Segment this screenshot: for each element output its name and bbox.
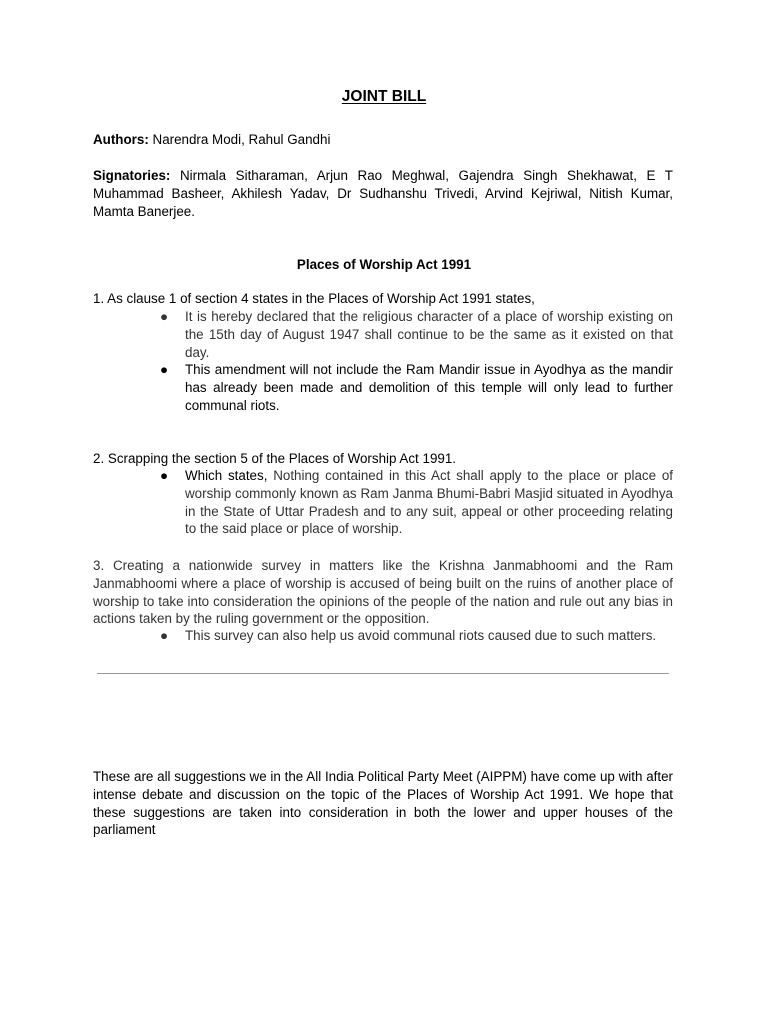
list-item-text: This survey can also help us avoid communal riots caused due to such matters. bbox=[185, 628, 657, 643]
list-item bbox=[160, 308, 673, 361]
section-title: Places of Worship Act 1991 bbox=[296, 257, 472, 272]
point-1-bullet-list bbox=[160, 308, 673, 415]
authors-label: Authors: bbox=[93, 132, 149, 147]
closing-paragraph: These are all suggestions we in the All India Political Party Meet (AIPPM) have come up with after intense debate and discussion on the topic of the Places of Worship Act 1991. We hope that these suggestions are taken into consideration in both the lower and upper houses of the parliament bbox=[93, 769, 673, 838]
point-3-bullet-list bbox=[160, 627, 673, 645]
authors-line bbox=[93, 131, 673, 149]
list-item bbox=[160, 467, 673, 538]
list-item-text: This amendment will not include the Ram Mandir issue in Ayodhya as the mandir has already been made and demolition of this temple will only lead to further communal riots. bbox=[185, 362, 673, 413]
horizontal-divider bbox=[97, 673, 669, 674]
point-2-bullet-list bbox=[160, 467, 673, 538]
list-item-quote: Nothing contained in this Act shall apply to the place or place of worship commonly known as Ram Janma Bhumi-Babri Masjid situated in Ayodhya in the State of Uttar Pradesh and to any suit, appeal or other proceeding relating to the said place or place of worship. bbox=[185, 468, 673, 537]
list-item bbox=[160, 627, 673, 645]
point-2-text: 2. Scrapping the section 5 of the Places of Worship Act 1991. bbox=[93, 451, 457, 466]
bullet-icon: ● bbox=[160, 628, 169, 643]
list-item-text: It is hereby declared that the religious character of a place of worship existing on the 15th day of August 1947 shall continue to be the same as it existed on that day. bbox=[185, 309, 673, 360]
list-item bbox=[160, 361, 673, 414]
list-item-lead: Which states, bbox=[185, 468, 274, 483]
signatories-paragraph bbox=[93, 167, 673, 220]
bullet-icon: ● bbox=[160, 362, 169, 378]
bullet-icon: ● bbox=[160, 468, 169, 483]
point-1-text: 1. As clause 1 of section 4 states in the Places of Worship Act 1991 states, bbox=[93, 291, 535, 306]
signatories-value: Nirmala Sitharaman, Arjun Rao Meghwal, Gajendra Singh Shekhawat, E T Muhammad Basheer, Akhilesh Yadav, Dr Sudhanshu Trivedi, Arvind Kejriwal, Nitish Kumar, Mamta Banerjee. bbox=[93, 168, 673, 219]
document-title: JOINT BILL bbox=[341, 88, 427, 105]
signatories-label: Signatories: bbox=[93, 168, 171, 183]
point-3-text: 3. Creating a nationwide survey in matters like the Krishna Janmabhoomi and the Ram Janmabhoomi where a place of worship is accused of being built on the ruins of another place of worship to take into consideration the opinions of the people of the nation and rule out any bias in actions taken by the ruling government or the opposition. bbox=[93, 558, 673, 627]
authors-value: Narendra Modi, Rahul Gandhi bbox=[148, 132, 331, 147]
bullet-icon: ● bbox=[160, 309, 169, 324]
